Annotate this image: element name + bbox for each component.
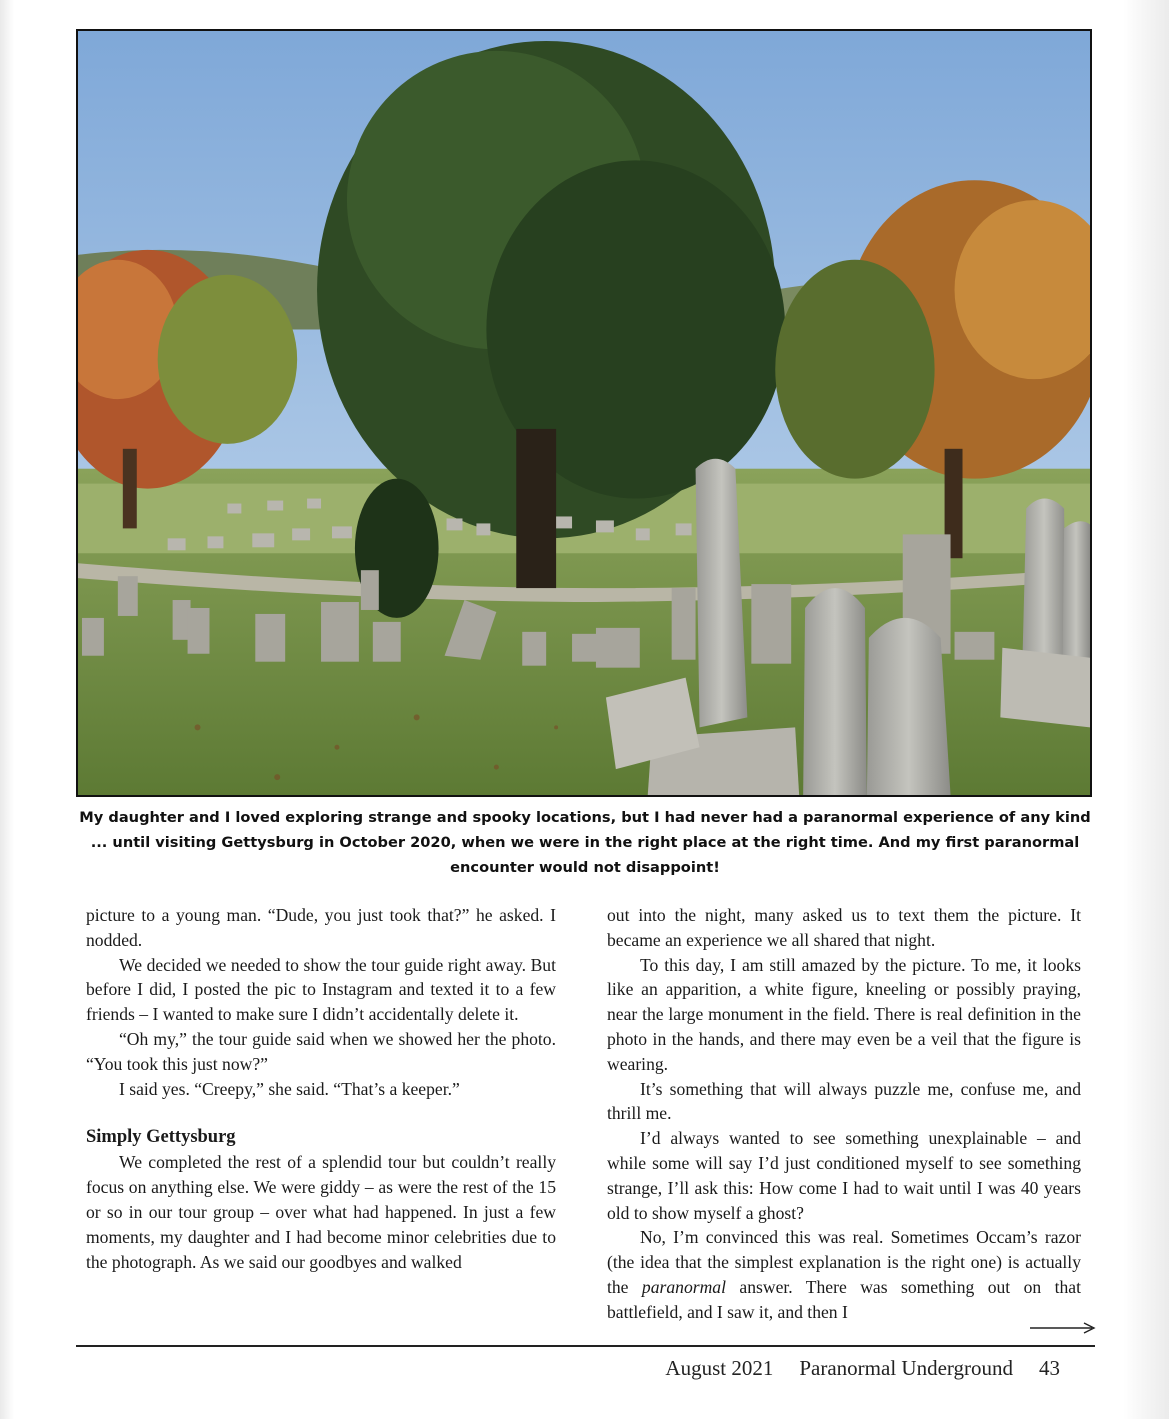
article-column-right [607, 903, 1081, 1325]
paragraph: I’d always wanted to see something unexplainable – and while some will say I’d just conditioned myself to see something strange, I’ll ask this: How come I had to wait until I was 40 years old to show myself a ghost? [607, 1128, 1081, 1223]
cemetery-photo-illustration [78, 31, 1090, 795]
emphasis-text: paranormal [641, 1276, 726, 1297]
section-heading: Simply Gettysburg [86, 1127, 236, 1148]
paragraph: out into the night, many asked us to text them the picture. It became an experience we all shared that night. [607, 905, 1081, 950]
paragraph: It’s something that will always puzzle me, confuse me, and thrill me. [607, 1078, 1081, 1124]
page-edge-shadow-left [0, 0, 14, 1419]
footer-divider [76, 1345, 1095, 1347]
page-number: 43 [1039, 1356, 1060, 1380]
paragraph-text: No, I’m convinced this was real. Sometimes Occam’s razor (the idea that the simplest explanation is the right one) is actually the [607, 1227, 1081, 1297]
cemetery-photo [76, 29, 1092, 797]
footer-magazine-title: Paranormal Underground [799, 1356, 1013, 1380]
paragraph: We completed the rest of a splendid tour but couldn’t really focus on anything else. We were giddy – as were the rest of the 15 or so in our tour group – over what had happened. In just a few moments, my daughter and I had become minor celebrities due to the photograph. As we said our goodbyes and walked [86, 1152, 556, 1272]
paragraph [607, 1225, 1081, 1324]
page-footer [560, 1354, 1060, 1382]
photo-caption: My daughter and I loved exploring strange and spooky locations, but I had never had a paranormal experience of any kind ... until visiting Gettysburg in October 2020, when we were in the right place at the right time. And my first paranormal encounter would not disappoint! [79, 809, 1091, 876]
paragraph: To this day, I am still amazed by the picture. To me, it looks like an apparition, a white figure, kneeling or possibly praying, near the large monument in the field. There is real definition in the photo in the hands, and there may even be a veil that the figure is wearing. [607, 954, 1081, 1074]
footer-date: August 2021 [665, 1356, 774, 1380]
paragraph: picture to a young man. “Dude, you just took that?” he asked. I nodded. [86, 905, 556, 950]
paragraph: We decided we needed to show the tour guide right away. But before I did, I posted the pic to Instagram and texted it to a few friends – I wanted to make sure I didn’t accidentally delete it. [86, 954, 556, 1025]
continue-arrow-icon [1030, 1320, 1096, 1336]
paragraph: “Oh my,” the tour guide said when we showed her the photo. “You took this just now?” [86, 1028, 556, 1074]
page-edge-shadow-right [1123, 0, 1169, 1419]
paragraph: I said yes. “Creepy,” she said. “That’s a keeper.” [119, 1078, 460, 1099]
paragraph-text: answer. There was something out on that battlefield, and I saw it, and then I [607, 1276, 1081, 1322]
article-column-left [86, 903, 556, 1274]
